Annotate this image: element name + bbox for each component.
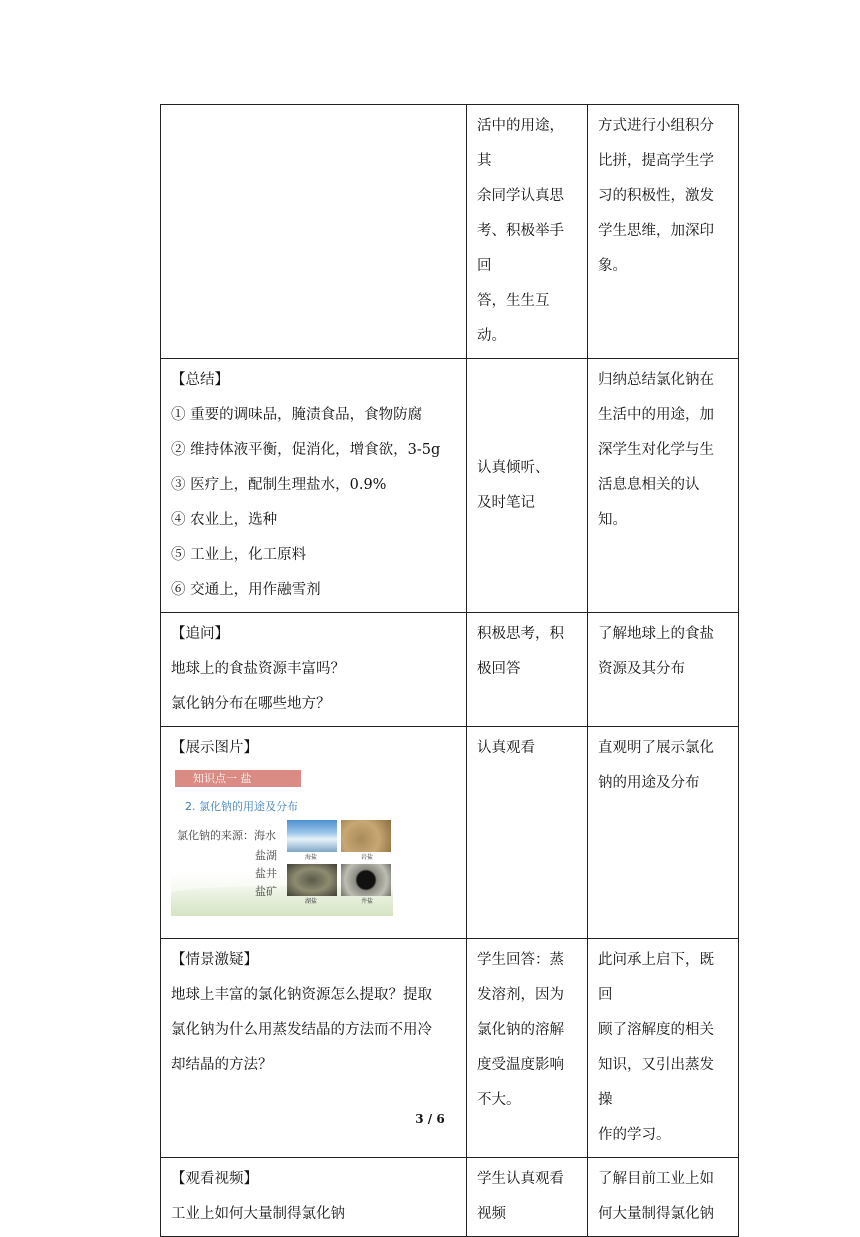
text-line: 学生回答：蒸 [477, 952, 564, 968]
table-row [161, 727, 739, 939]
text-line: 直观明了展示氯化 [598, 740, 714, 756]
text-line: ③ 医疗上，配制生理盐水，0.9% [171, 477, 387, 493]
teacher-activity-cell [161, 105, 467, 359]
text-line: ④ 农业上，选种 [171, 512, 278, 528]
slide-source-label: 氯化钠的来源：海水 [177, 829, 276, 842]
design-intent-cell [588, 1158, 739, 1237]
text-line: 习的积极性，激发 [598, 188, 714, 204]
text-line: 【追问】 [171, 626, 229, 642]
text-line: 顾了溶解度的相关 [598, 1022, 714, 1038]
text-line: 方式进行小组积分 [598, 118, 714, 134]
text-line: 极回答 [477, 661, 521, 677]
text-line: 活中的用途，其 [477, 118, 564, 169]
text-line: 象。 [598, 258, 627, 274]
text-line: 学生思维，加深印 [598, 223, 714, 239]
text-line: ⑥ 交通上，用作融雪剂 [171, 582, 321, 598]
slide-source-item: 盐湖 [255, 849, 277, 862]
text-line: 比拼，提高学生学 [598, 153, 714, 169]
text-line: 活息息相关的认 [598, 477, 700, 493]
photo-caption: 井盐 [361, 898, 374, 905]
lesson-plan-table [160, 104, 739, 1237]
well-salt-photo [341, 864, 391, 896]
text-line: 【观看视频】 [171, 1171, 258, 1187]
text-line: 地球上的食盐资源丰富吗？ [171, 661, 345, 677]
text-line: 知。 [598, 512, 627, 528]
teacher-activity-cell [161, 1158, 467, 1237]
text-line: 地球上丰富的氯化钠资源怎么提取？提取 [171, 987, 432, 1003]
student-activity-cell [467, 613, 588, 727]
rock-salt-photo [341, 820, 391, 852]
text-line: 氯化钠分布在哪些地方？ [171, 696, 331, 712]
text-line: 生活中的用途，加 [598, 407, 714, 423]
text-line: 发溶剂，因为 [477, 987, 564, 1003]
text-line: 深学生对化学与生 [598, 442, 714, 458]
text-line: 不大。 [477, 1092, 521, 1108]
student-activity-cell [467, 1158, 588, 1237]
text-line: 归纳总结氯化钠在 [598, 372, 714, 388]
teacher-activity-cell [161, 727, 467, 939]
text-line: 了解目前工业上如 [598, 1171, 714, 1187]
text-line: ⑤ 工业上，化工原料 [171, 547, 307, 563]
text-line: 何大量制得氯化钠 [598, 1206, 714, 1222]
slide-banner: 知识点一 盐 [175, 770, 301, 787]
text-line: 资源及其分布 [598, 661, 685, 677]
text-line: 学生认真观看 [477, 1171, 564, 1187]
text-line: 【情景激疑】 [171, 952, 258, 968]
lake-salt-photo [287, 864, 337, 896]
photo-caption: 海盐 [305, 854, 318, 861]
slide-source-item: 盐井 [255, 867, 277, 880]
photo-caption: 湖盐 [305, 898, 318, 905]
teacher-activity-cell [161, 613, 467, 727]
text-line: 氯化钠为什么用蒸发结晶的方法而不用冷 [171, 1022, 432, 1038]
text-line: 认真倾听、 [477, 459, 550, 476]
text-line: 了解地球上的食盐 [598, 626, 714, 642]
photo-caption: 岩盐 [361, 854, 374, 861]
text-line: 度受温度影响 [477, 1057, 564, 1073]
text-line: 考、积极举手回 [477, 223, 564, 274]
slide-image [171, 768, 393, 916]
text-line: 【展示图片】 [171, 740, 258, 756]
text-line: 钠的用途及分布 [598, 775, 700, 791]
design-intent-cell [588, 105, 739, 359]
text-line: 余同学认真思 [477, 188, 564, 204]
design-intent-cell [588, 613, 739, 727]
student-activity-cell [467, 359, 588, 613]
table-row [161, 359, 739, 613]
student-activity-cell [467, 727, 588, 939]
page-number: 3 / 6 [415, 1112, 445, 1126]
text-line: 氯化钠的溶解 [477, 1022, 564, 1038]
design-intent-cell [588, 359, 739, 613]
text-line: 知识，又引出蒸发操 [598, 1057, 714, 1108]
slide-subtitle: 2. 氯化钠的用途及分布 [185, 800, 298, 813]
student-activity-cell [467, 105, 588, 359]
text-line: ① 重要的调味品，腌渍食品，食物防腐 [171, 407, 423, 423]
design-intent-cell [588, 727, 739, 939]
table-row [161, 105, 739, 359]
text-line: ② 维持体液平衡，促消化，增食欲，3-5g [171, 442, 441, 458]
text-line: 此问承上启下，既回 [598, 952, 714, 1003]
text-line: 工业上如何大量制得氯化钠 [171, 1206, 345, 1222]
slide-source-item: 盐矿 [255, 885, 277, 898]
text-line: 认真观看 [477, 740, 535, 756]
sea-salt-photo [287, 820, 337, 852]
table-row [161, 1158, 739, 1237]
text-line: 视频 [477, 1206, 506, 1222]
text-line: 答，生生互动。 [477, 293, 550, 344]
text-line: 及时笔记 [477, 494, 535, 511]
table-row [161, 613, 739, 727]
text-line: 作的学习。 [598, 1127, 671, 1143]
text-line: 却结晶的方法？ [171, 1057, 273, 1073]
teacher-activity-cell [161, 359, 467, 613]
text-line: 【总结】 [171, 372, 229, 388]
text-line: 积极思考，积 [477, 626, 564, 642]
